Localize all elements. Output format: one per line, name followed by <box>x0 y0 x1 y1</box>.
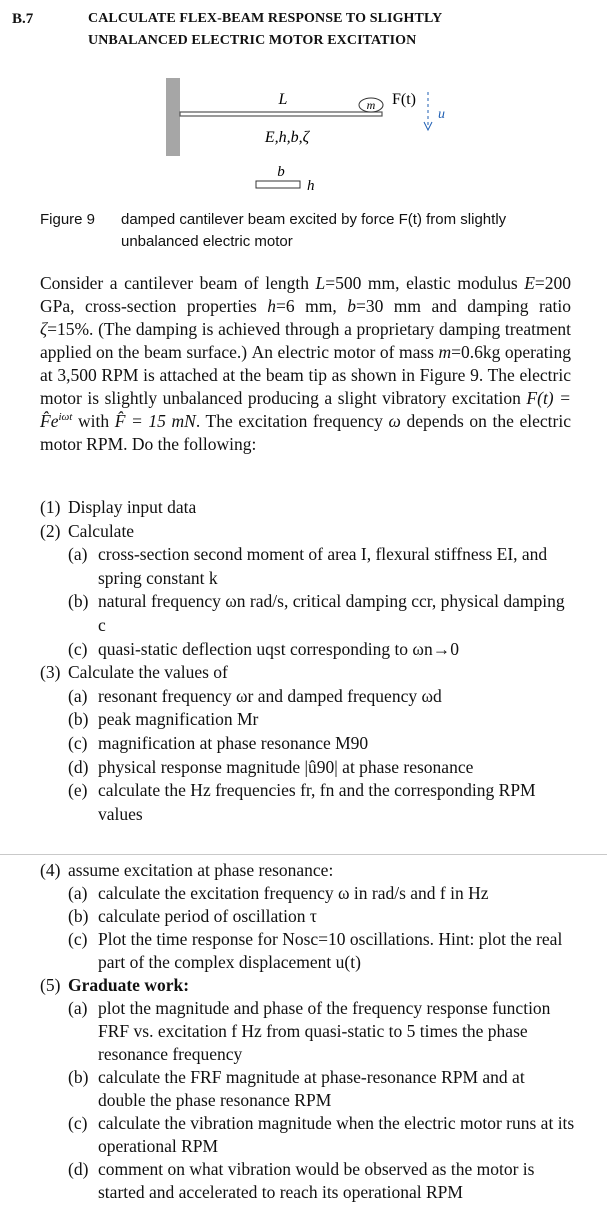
item-label: (2) <box>40 520 61 541</box>
item-text: calculate the Hz frequencies fr, fn and the corresponding RPM values <box>98 780 536 824</box>
list-item <box>68 882 575 905</box>
item-text: Display input data <box>68 497 197 517</box>
var-E: E <box>524 273 535 293</box>
cantilever-beam-figure <box>0 70 607 205</box>
para-text: =200 GPa, cross-section properties <box>40 273 572 316</box>
item-label: (4) <box>40 860 61 880</box>
formula-exp: iωt <box>58 411 73 423</box>
item-label: (a) <box>68 998 88 1018</box>
list-item <box>68 590 575 637</box>
wall-support <box>166 78 180 156</box>
section-title-line2: UNBALANCED ELECTRIC MOTOR EXCITATION <box>88 33 417 48</box>
label-u: u <box>438 107 445 122</box>
list-item <box>68 905 575 928</box>
cross-section <box>256 181 300 188</box>
item-text: calculate the vibration magnitude when the electric motor runs at its operational RPM <box>98 1113 575 1156</box>
formula-F: F(t) = F̂e <box>40 388 571 431</box>
list-item <box>68 928 575 974</box>
para-text: =6 mm, <box>276 296 337 316</box>
list-item <box>68 685 575 709</box>
para-text: =15%. (The damping is achieved through a proprietary damping treatment applied on the beam surface.) An electric motor of mass <box>40 319 571 362</box>
item-label: (c) <box>68 638 88 659</box>
item-label: (c) <box>68 929 88 949</box>
section-number: B.7 <box>12 11 34 27</box>
list-item <box>68 756 575 780</box>
list-item <box>40 520 575 544</box>
item-label: (a) <box>68 685 88 706</box>
para-text: =0.6kg operating at 3,500 RPM is attached at the beam tip as shown in Figure 9. The electric motor is slightly unbalanced producing a slight vibratory excitation <box>40 342 571 408</box>
item-text: resonant frequency ωr and damped frequency ωd <box>98 685 442 706</box>
var-b: b <box>347 296 356 316</box>
task-list-part2 <box>40 859 575 1204</box>
list-item <box>40 974 575 997</box>
label-h: h <box>307 178 315 194</box>
list-item <box>68 779 575 826</box>
list-item <box>68 1158 575 1204</box>
item-text: assume excitation at phase resonance: <box>68 860 334 880</box>
para-text: =500 mm, elastic modulus <box>325 273 518 293</box>
list-item <box>68 732 575 756</box>
page-divider <box>0 854 607 855</box>
label-b: b <box>277 164 285 180</box>
item-text: physical response magnitude |û90| at phase resonance <box>98 756 474 777</box>
item-label: (3) <box>40 662 61 683</box>
caption-label: Figure 9 <box>40 211 96 228</box>
var-zeta: ζ <box>40 319 48 339</box>
para-text: Consider a cantilever beam of length <box>40 273 309 293</box>
task-list-part1 <box>40 496 575 826</box>
caption-text: damped cantilever beam excited by force F(t) from slightly unbalanced electric motor <box>121 211 507 250</box>
var-h: h <box>267 296 277 316</box>
item-label: (d) <box>68 1159 89 1179</box>
item-text: quasi-static deflection uqst corresponding to ωn→0 <box>98 638 459 659</box>
item-text: calculate period of oscillation τ <box>98 906 317 926</box>
list-item <box>68 708 575 732</box>
item-text: peak magnification Mr <box>98 709 259 730</box>
label-m: m <box>366 98 376 112</box>
item-label: (b) <box>68 906 89 926</box>
para-text: with <box>77 411 110 431</box>
list-item <box>40 859 575 882</box>
item-label: (e) <box>68 780 88 801</box>
para-text: =30 mm and damping ratio <box>355 296 572 316</box>
list-item <box>68 543 575 590</box>
formula-Fhat: F̂ = 15 mN <box>114 411 196 431</box>
item-text: Calculate the values of <box>68 662 228 683</box>
label-F: F(t) <box>392 91 416 108</box>
list-item <box>68 638 575 662</box>
label-L: L <box>278 91 288 108</box>
item-label: (c) <box>68 1113 88 1133</box>
item-label: (a) <box>68 883 88 903</box>
item-label: (c) <box>68 732 88 753</box>
item-text: natural frequency ωn rad/s, critical damping ccr, physical damping c <box>98 591 565 635</box>
item-label: (a) <box>68 544 88 565</box>
item-text: Calculate <box>68 520 135 541</box>
problem-paragraph <box>40 272 571 456</box>
list-item <box>40 661 575 685</box>
para-text: depends on the electric motor RPM. Do the following: <box>40 411 571 454</box>
para-text: . The excitation frequency <box>195 411 383 431</box>
list-item <box>68 997 575 1066</box>
item-text: calculate the excitation frequency ω in rad/s and f in Hz <box>98 883 489 903</box>
item-label: (b) <box>68 591 89 612</box>
var-L: L <box>315 273 326 293</box>
item-text: Plot the time response for Nosc=10 oscillations. Hint: plot the real part of the complex displacement u(t) <box>98 929 563 972</box>
item-text: magnification at phase resonance M90 <box>98 732 369 753</box>
label-props: E,h,b,ζ <box>264 129 310 146</box>
list-item <box>68 1112 575 1158</box>
item-text: Graduate work: <box>68 975 190 995</box>
list-item <box>68 1066 575 1112</box>
item-label: (5) <box>40 975 61 995</box>
item-label: (1) <box>40 497 61 517</box>
item-label: (d) <box>68 756 89 777</box>
item-label: (b) <box>68 1067 89 1087</box>
item-text: calculate the FRF magnitude at phase-resonance RPM and at double the phase resonance RPM <box>98 1067 525 1110</box>
section-title-line1: CALCULATE FLEX-BEAM RESPONSE TO SLIGHTLY <box>88 11 443 26</box>
item-text: comment on what vibration would be observed as the motor is started and accelerated to reach its operational RPM <box>98 1159 535 1202</box>
item-text: cross-section second moment of area I, flexural stiffness EI, and spring constant k <box>98 544 548 588</box>
item-text: plot the magnitude and phase of the frequency response function FRF vs. excitation f Hz from quasi-static to 5 times the phase resonance frequency <box>98 998 551 1064</box>
var-m: m <box>438 342 452 362</box>
list-item <box>40 496 575 520</box>
item-label: (b) <box>68 709 89 730</box>
beam <box>180 112 382 116</box>
var-omega: ω <box>388 411 401 431</box>
